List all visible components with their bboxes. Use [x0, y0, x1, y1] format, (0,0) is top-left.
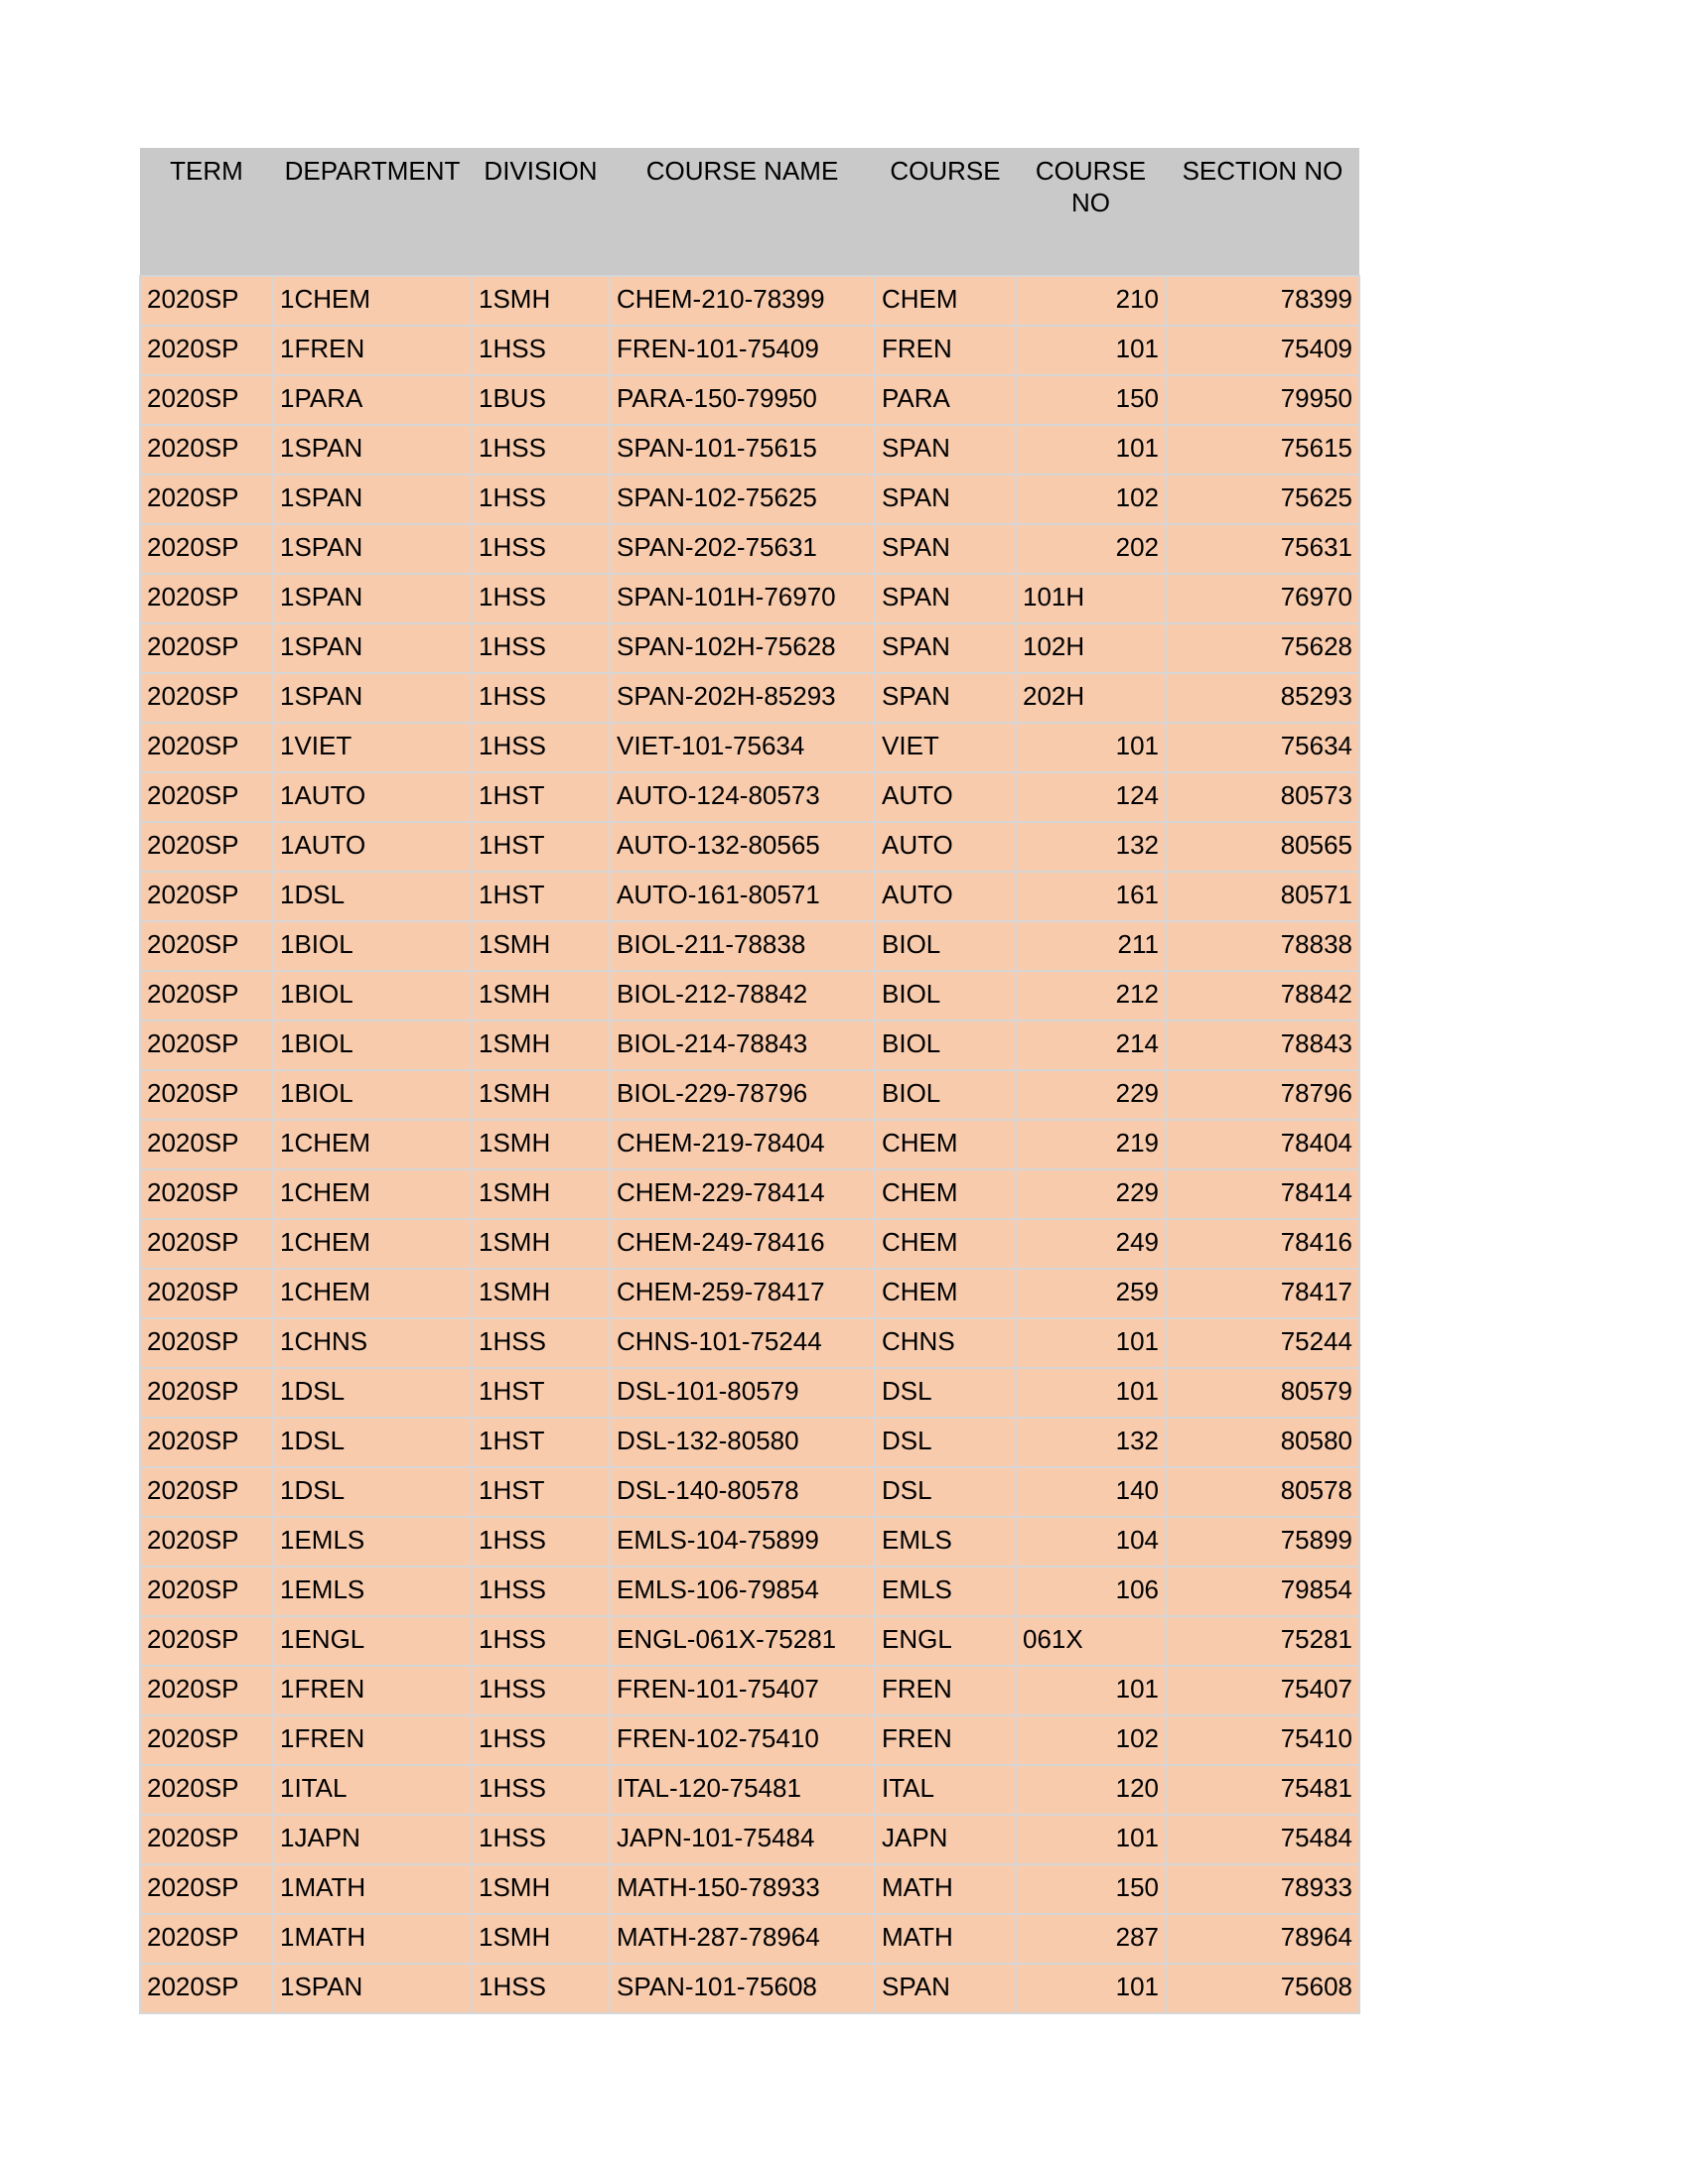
cell-course: CHEM	[875, 1269, 1016, 1318]
cell-course_no: 101	[1016, 1666, 1166, 1715]
cell-department: 1CHEM	[273, 1169, 472, 1219]
cell-course: SPAN	[875, 673, 1016, 723]
table-row	[140, 1318, 1359, 1368]
cell-section_no: 75899	[1166, 1517, 1359, 1567]
cell-section_no: 78417	[1166, 1269, 1359, 1318]
cell-department: 1SPAN	[273, 425, 472, 475]
cell-division: 1SMH	[472, 1219, 610, 1269]
cell-section_no: 78838	[1166, 921, 1359, 971]
table-row	[140, 1467, 1359, 1517]
cell-course_name: SPAN-202H-85293	[610, 673, 875, 723]
cell-department: 1CHEM	[273, 1269, 472, 1318]
cell-course: SPAN	[875, 1964, 1016, 2013]
cell-course_name: SPAN-101H-76970	[610, 574, 875, 623]
cell-course_no: 101	[1016, 1368, 1166, 1418]
cell-course_name: BIOL-211-78838	[610, 921, 875, 971]
cell-department: 1BIOL	[273, 971, 472, 1021]
cell-course_no: 229	[1016, 1169, 1166, 1219]
cell-term: 2020SP	[140, 921, 273, 971]
cell-course_no: 120	[1016, 1765, 1166, 1815]
cell-course_no: 202	[1016, 524, 1166, 574]
cell-term: 2020SP	[140, 475, 273, 524]
cell-term: 2020SP	[140, 1964, 273, 2013]
cell-term: 2020SP	[140, 1318, 273, 1368]
cell-course: SPAN	[875, 574, 1016, 623]
table-row	[140, 276, 1359, 326]
cell-term: 2020SP	[140, 1715, 273, 1765]
cell-course_no: 102	[1016, 475, 1166, 524]
cell-department: 1ITAL	[273, 1765, 472, 1815]
cell-course_name: MATH-150-78933	[610, 1864, 875, 1914]
cell-course_name: PARA-150-79950	[610, 375, 875, 425]
cell-course: AUTO	[875, 772, 1016, 822]
cell-course_no: 202H	[1016, 673, 1166, 723]
cell-section_no: 80579	[1166, 1368, 1359, 1418]
cell-department: 1MATH	[273, 1864, 472, 1914]
cell-course: ITAL	[875, 1765, 1016, 1815]
cell-course_name: SPAN-102H-75628	[610, 623, 875, 673]
cell-department: 1EMLS	[273, 1517, 472, 1567]
table-row	[140, 1169, 1359, 1219]
cell-course_name: SPAN-101-75608	[610, 1964, 875, 2013]
cell-term: 2020SP	[140, 1567, 273, 1616]
cell-division: 1HSS	[472, 1517, 610, 1567]
cell-course: BIOL	[875, 971, 1016, 1021]
cell-course_name: JAPN-101-75484	[610, 1815, 875, 1864]
cell-term: 2020SP	[140, 772, 273, 822]
cell-course_no: 102	[1016, 1715, 1166, 1765]
cell-term: 2020SP	[140, 1517, 273, 1567]
cell-term: 2020SP	[140, 723, 273, 772]
cell-course_no: 249	[1016, 1219, 1166, 1269]
table-row	[140, 1815, 1359, 1864]
cell-division: 1SMH	[472, 1914, 610, 1964]
cell-term: 2020SP	[140, 1914, 273, 1964]
cell-term: 2020SP	[140, 1765, 273, 1815]
cell-term: 2020SP	[140, 1070, 273, 1120]
cell-department: 1PARA	[273, 375, 472, 425]
table-row	[140, 822, 1359, 872]
cell-course: EMLS	[875, 1567, 1016, 1616]
cell-course_name: DSL-101-80579	[610, 1368, 875, 1418]
cell-course_name: CHNS-101-75244	[610, 1318, 875, 1368]
cell-term: 2020SP	[140, 326, 273, 375]
cell-department: 1SPAN	[273, 475, 472, 524]
cell-course_no: 102H	[1016, 623, 1166, 673]
table-row	[140, 1964, 1359, 2013]
cell-course: VIET	[875, 723, 1016, 772]
cell-section_no: 78416	[1166, 1219, 1359, 1269]
cell-department: 1AUTO	[273, 822, 472, 872]
cell-course_no: 214	[1016, 1021, 1166, 1070]
column-header-term: TERM	[140, 148, 273, 276]
cell-course: SPAN	[875, 475, 1016, 524]
cell-division: 1SMH	[472, 1269, 610, 1318]
cell-term: 2020SP	[140, 1269, 273, 1318]
cell-course_name: DSL-132-80580	[610, 1418, 875, 1467]
cell-division: 1SMH	[472, 921, 610, 971]
cell-division: 1SMH	[472, 1169, 610, 1219]
cell-course: BIOL	[875, 921, 1016, 971]
cell-term: 2020SP	[140, 872, 273, 921]
cell-section_no: 78796	[1166, 1070, 1359, 1120]
cell-department: 1JAPN	[273, 1815, 472, 1864]
cell-course: SPAN	[875, 623, 1016, 673]
cell-term: 2020SP	[140, 1418, 273, 1467]
cell-division: 1HSS	[472, 1715, 610, 1765]
cell-course: FREN	[875, 1666, 1016, 1715]
cell-section_no: 78399	[1166, 276, 1359, 326]
table-row	[140, 574, 1359, 623]
cell-course: DSL	[875, 1368, 1016, 1418]
cell-course_name: EMLS-106-79854	[610, 1567, 875, 1616]
cell-course: DSL	[875, 1418, 1016, 1467]
cell-course_name: CHEM-219-78404	[610, 1120, 875, 1169]
cell-course_name: EMLS-104-75899	[610, 1517, 875, 1567]
cell-term: 2020SP	[140, 1368, 273, 1418]
cell-course: AUTO	[875, 822, 1016, 872]
cell-term: 2020SP	[140, 1666, 273, 1715]
cell-course: CHEM	[875, 1219, 1016, 1269]
cell-course_name: SPAN-202-75631	[610, 524, 875, 574]
table-row	[140, 326, 1359, 375]
cell-department: 1CHEM	[273, 1120, 472, 1169]
column-header-course: COURSE	[875, 148, 1016, 276]
cell-course_no: 101	[1016, 425, 1166, 475]
cell-course: BIOL	[875, 1070, 1016, 1120]
cell-course: SPAN	[875, 524, 1016, 574]
cell-division: 1HSS	[472, 425, 610, 475]
cell-department: 1FREN	[273, 326, 472, 375]
cell-term: 2020SP	[140, 524, 273, 574]
cell-course_name: BIOL-212-78842	[610, 971, 875, 1021]
cell-term: 2020SP	[140, 1815, 273, 1864]
table-row	[140, 524, 1359, 574]
cell-course_no: 101H	[1016, 574, 1166, 623]
cell-section_no: 78843	[1166, 1021, 1359, 1070]
cell-course: MATH	[875, 1864, 1016, 1914]
table-row	[140, 1269, 1359, 1318]
cell-term: 2020SP	[140, 1864, 273, 1914]
cell-section_no: 75244	[1166, 1318, 1359, 1368]
column-header-course-no: COURSE NO	[1016, 148, 1166, 276]
cell-division: 1SMH	[472, 1864, 610, 1914]
cell-course_no: 104	[1016, 1517, 1166, 1567]
cell-section_no: 75625	[1166, 475, 1359, 524]
table-row	[140, 1864, 1359, 1914]
cell-course_no: 259	[1016, 1269, 1166, 1318]
column-header-section-no: SECTION NO	[1166, 148, 1359, 276]
cell-section_no: 78404	[1166, 1120, 1359, 1169]
table-row	[140, 1418, 1359, 1467]
cell-course_no: 229	[1016, 1070, 1166, 1120]
cell-division: 1HST	[472, 1418, 610, 1467]
cell-course_no: 101	[1016, 723, 1166, 772]
cell-course_no: 101	[1016, 1964, 1166, 2013]
cell-section_no: 75608	[1166, 1964, 1359, 2013]
cell-course: PARA	[875, 375, 1016, 425]
cell-course_no: 061X	[1016, 1616, 1166, 1666]
cell-course_no: 161	[1016, 872, 1166, 921]
cell-course: CHEM	[875, 1120, 1016, 1169]
cell-course: MATH	[875, 1914, 1016, 1964]
cell-division: 1SMH	[472, 971, 610, 1021]
cell-division: 1HST	[472, 772, 610, 822]
cell-division: 1HSS	[472, 1318, 610, 1368]
cell-department: 1CHEM	[273, 276, 472, 326]
cell-course_no: 212	[1016, 971, 1166, 1021]
cell-division: 1HST	[472, 822, 610, 872]
cell-course_no: 101	[1016, 1815, 1166, 1864]
cell-course_name: CHEM-210-78399	[610, 276, 875, 326]
table-row	[140, 1070, 1359, 1120]
cell-section_no: 80573	[1166, 772, 1359, 822]
cell-division: 1HSS	[472, 723, 610, 772]
cell-course_name: ITAL-120-75481	[610, 1765, 875, 1815]
cell-department: 1ENGL	[273, 1616, 472, 1666]
table-row	[140, 872, 1359, 921]
cell-division: 1HSS	[472, 475, 610, 524]
cell-section_no: 80580	[1166, 1418, 1359, 1467]
cell-section_no: 78933	[1166, 1864, 1359, 1914]
cell-course_no: 132	[1016, 822, 1166, 872]
cell-term: 2020SP	[140, 971, 273, 1021]
header-row	[140, 148, 1359, 276]
table-row	[140, 375, 1359, 425]
cell-department: 1DSL	[273, 1368, 472, 1418]
cell-division: 1HSS	[472, 524, 610, 574]
table-row	[140, 971, 1359, 1021]
cell-course: FREN	[875, 326, 1016, 375]
cell-term: 2020SP	[140, 276, 273, 326]
cell-course: CHEM	[875, 276, 1016, 326]
cell-department: 1FREN	[273, 1715, 472, 1765]
cell-course: SPAN	[875, 425, 1016, 475]
column-header-department: DEPARTMENT	[273, 148, 472, 276]
cell-division: 1HSS	[472, 673, 610, 723]
cell-course_name: FREN-101-75409	[610, 326, 875, 375]
cell-course: DSL	[875, 1467, 1016, 1517]
cell-section_no: 75634	[1166, 723, 1359, 772]
cell-division: 1HSS	[472, 1964, 610, 2013]
table-row	[140, 1567, 1359, 1616]
cell-term: 2020SP	[140, 1467, 273, 1517]
cell-section_no: 79950	[1166, 375, 1359, 425]
cell-course_name: MATH-287-78964	[610, 1914, 875, 1964]
table-row	[140, 475, 1359, 524]
table-row	[140, 1666, 1359, 1715]
cell-department: 1SPAN	[273, 524, 472, 574]
cell-course_no: 140	[1016, 1467, 1166, 1517]
cell-term: 2020SP	[140, 1219, 273, 1269]
cell-department: 1DSL	[273, 872, 472, 921]
cell-department: 1SPAN	[273, 574, 472, 623]
cell-course_no: 219	[1016, 1120, 1166, 1169]
cell-course_name: VIET-101-75634	[610, 723, 875, 772]
table-row	[140, 1219, 1359, 1269]
cell-course: ENGL	[875, 1616, 1016, 1666]
cell-department: 1CHNS	[273, 1318, 472, 1368]
cell-division: 1HSS	[472, 1815, 610, 1864]
cell-course: JAPN	[875, 1815, 1016, 1864]
cell-division: 1HSS	[472, 623, 610, 673]
table-row	[140, 673, 1359, 723]
cell-course: CHEM	[875, 1169, 1016, 1219]
cell-department: 1BIOL	[273, 921, 472, 971]
cell-division: 1HST	[472, 1467, 610, 1517]
cell-section_no: 78842	[1166, 971, 1359, 1021]
cell-section_no: 75481	[1166, 1765, 1359, 1815]
table-row	[140, 623, 1359, 673]
cell-department: 1EMLS	[273, 1567, 472, 1616]
cell-course_name: AUTO-132-80565	[610, 822, 875, 872]
cell-department: 1FREN	[273, 1666, 472, 1715]
cell-division: 1SMH	[472, 276, 610, 326]
cell-department: 1SPAN	[273, 623, 472, 673]
cell-term: 2020SP	[140, 425, 273, 475]
cell-term: 2020SP	[140, 1021, 273, 1070]
cell-course_name: ENGL-061X-75281	[610, 1616, 875, 1666]
cell-course_name: SPAN-101-75615	[610, 425, 875, 475]
table-row	[140, 1120, 1359, 1169]
cell-course_name: BIOL-229-78796	[610, 1070, 875, 1120]
course-table	[139, 148, 1360, 2014]
cell-course_name: CHEM-229-78414	[610, 1169, 875, 1219]
cell-section_no: 76970	[1166, 574, 1359, 623]
cell-division: 1HSS	[472, 574, 610, 623]
cell-course_name: AUTO-161-80571	[610, 872, 875, 921]
cell-section_no: 75628	[1166, 623, 1359, 673]
cell-course_name: FREN-102-75410	[610, 1715, 875, 1765]
cell-division: 1HSS	[472, 326, 610, 375]
cell-course_name: SPAN-102-75625	[610, 475, 875, 524]
cell-section_no: 75631	[1166, 524, 1359, 574]
cell-course_name: CHEM-259-78417	[610, 1269, 875, 1318]
cell-division: 1HSS	[472, 1616, 610, 1666]
cell-department: 1CHEM	[273, 1219, 472, 1269]
cell-division: 1SMH	[472, 1120, 610, 1169]
table-row	[140, 1715, 1359, 1765]
course-table-sheet	[139, 148, 1360, 2014]
cell-course_name: AUTO-124-80573	[610, 772, 875, 822]
cell-section_no: 80571	[1166, 872, 1359, 921]
table-row	[140, 921, 1359, 971]
cell-division: 1HST	[472, 872, 610, 921]
cell-section_no: 78964	[1166, 1914, 1359, 1964]
table-row	[140, 723, 1359, 772]
cell-division: 1HSS	[472, 1765, 610, 1815]
cell-course: FREN	[875, 1715, 1016, 1765]
cell-department: 1MATH	[273, 1914, 472, 1964]
cell-course: AUTO	[875, 872, 1016, 921]
cell-course_no: 132	[1016, 1418, 1166, 1467]
cell-section_no: 75281	[1166, 1616, 1359, 1666]
cell-course_name: BIOL-214-78843	[610, 1021, 875, 1070]
cell-term: 2020SP	[140, 375, 273, 425]
table-body	[140, 276, 1359, 2013]
cell-course_no: 150	[1016, 375, 1166, 425]
cell-term: 2020SP	[140, 1169, 273, 1219]
cell-department: 1DSL	[273, 1418, 472, 1467]
table-row	[140, 1765, 1359, 1815]
column-header-course-name: COURSE NAME	[610, 148, 875, 276]
cell-term: 2020SP	[140, 623, 273, 673]
cell-department: 1DSL	[273, 1467, 472, 1517]
cell-section_no: 85293	[1166, 673, 1359, 723]
cell-department: 1VIET	[273, 723, 472, 772]
cell-term: 2020SP	[140, 822, 273, 872]
cell-course_no: 101	[1016, 1318, 1166, 1368]
cell-course_no: 124	[1016, 772, 1166, 822]
cell-section_no: 78414	[1166, 1169, 1359, 1219]
column-header-division: DIVISION	[472, 148, 610, 276]
cell-course_name: FREN-101-75407	[610, 1666, 875, 1715]
cell-term: 2020SP	[140, 1616, 273, 1666]
table-row	[140, 772, 1359, 822]
cell-department: 1SPAN	[273, 1964, 472, 2013]
table-row	[140, 1914, 1359, 1964]
table-row	[140, 1368, 1359, 1418]
table-row	[140, 1517, 1359, 1567]
table-row	[140, 425, 1359, 475]
cell-term: 2020SP	[140, 673, 273, 723]
cell-department: 1BIOL	[273, 1021, 472, 1070]
cell-course: EMLS	[875, 1517, 1016, 1567]
cell-course_no: 106	[1016, 1567, 1166, 1616]
cell-section_no: 79854	[1166, 1567, 1359, 1616]
cell-section_no: 80565	[1166, 822, 1359, 872]
cell-course_no: 150	[1016, 1864, 1166, 1914]
cell-course: BIOL	[875, 1021, 1016, 1070]
cell-course_no: 211	[1016, 921, 1166, 971]
cell-section_no: 75410	[1166, 1715, 1359, 1765]
cell-course_no: 101	[1016, 326, 1166, 375]
cell-section_no: 75615	[1166, 425, 1359, 475]
cell-division: 1BUS	[472, 375, 610, 425]
cell-course_no: 210	[1016, 276, 1166, 326]
cell-course_name: CHEM-249-78416	[610, 1219, 875, 1269]
cell-course_name: DSL-140-80578	[610, 1467, 875, 1517]
cell-division: 1SMH	[472, 1070, 610, 1120]
cell-department: 1AUTO	[273, 772, 472, 822]
cell-term: 2020SP	[140, 1120, 273, 1169]
cell-section_no: 80578	[1166, 1467, 1359, 1517]
cell-division: 1HST	[472, 1368, 610, 1418]
cell-department: 1SPAN	[273, 673, 472, 723]
table-row	[140, 1021, 1359, 1070]
cell-section_no: 75407	[1166, 1666, 1359, 1715]
cell-department: 1BIOL	[273, 1070, 472, 1120]
cell-course: CHNS	[875, 1318, 1016, 1368]
table-header	[140, 148, 1359, 276]
table-row	[140, 1616, 1359, 1666]
cell-term: 2020SP	[140, 574, 273, 623]
cell-division: 1HSS	[472, 1567, 610, 1616]
cell-division: 1SMH	[472, 1021, 610, 1070]
cell-section_no: 75409	[1166, 326, 1359, 375]
cell-course_no: 287	[1016, 1914, 1166, 1964]
cell-division: 1HSS	[472, 1666, 610, 1715]
cell-section_no: 75484	[1166, 1815, 1359, 1864]
